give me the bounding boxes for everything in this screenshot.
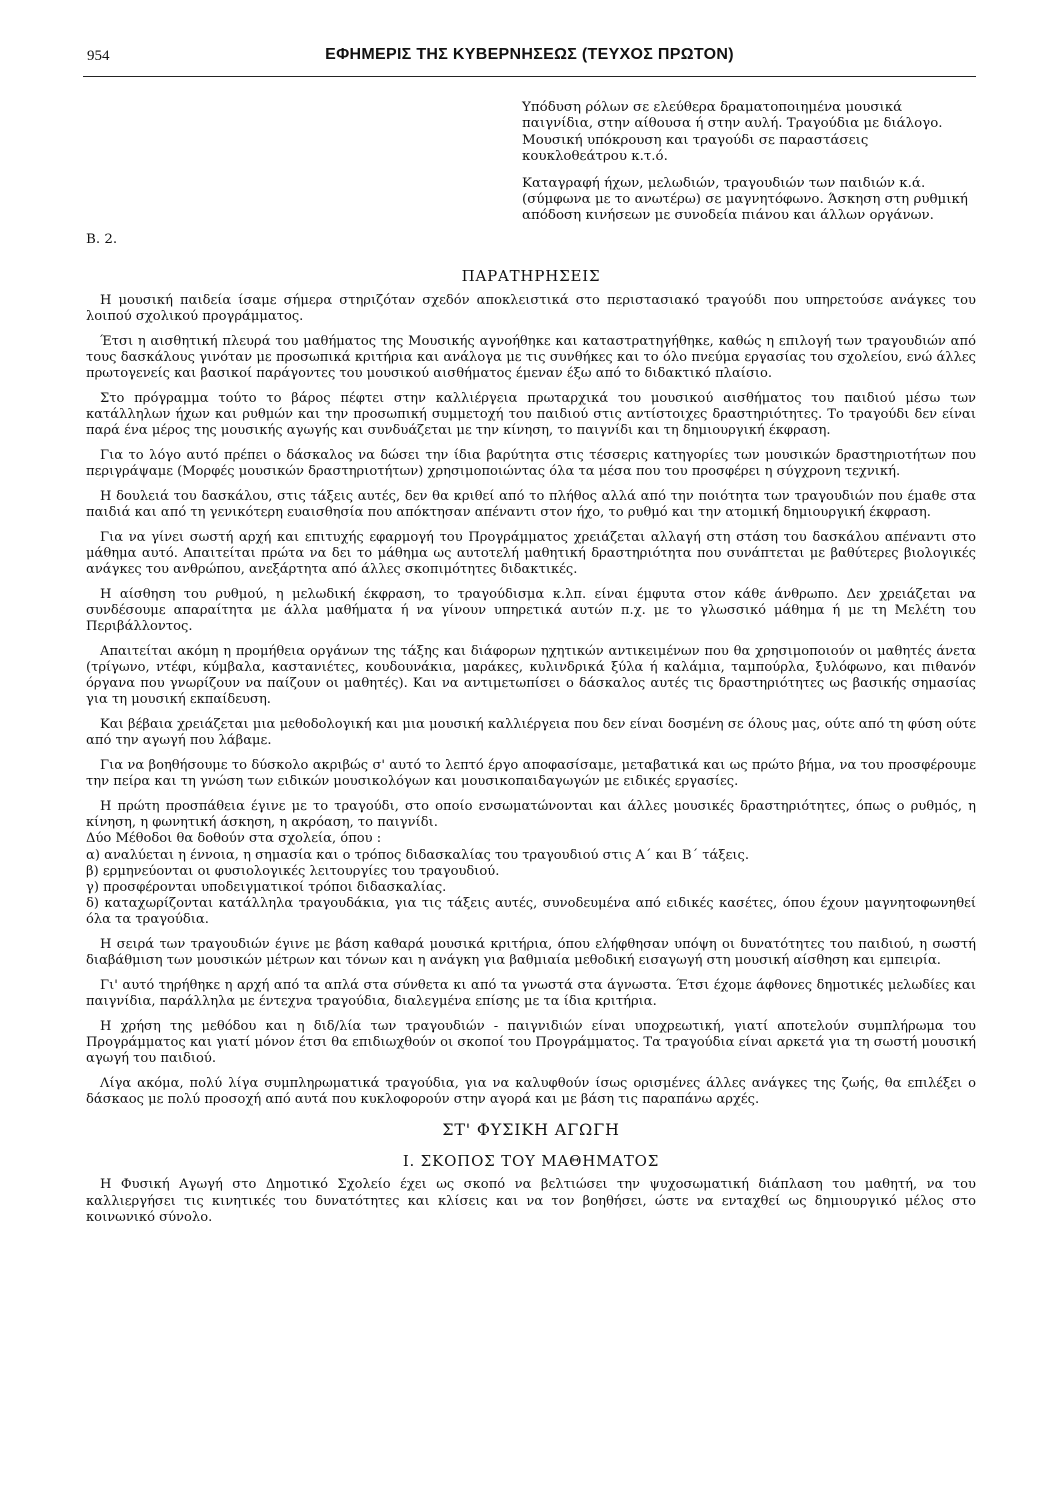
paragraph: Έτσι η αισθητική πλευρά του μαθήματος της Μουσικής αγνοήθηκε και καταστρατηγήθηκε, καθώς η επιλογή των τραγουδιών από τους δασκάλους γινόταν με προσωπικά κριτήρια και ανάλογα με τις συνθήκες και το όλο πνεύμα εργασίας του σχολείου, ενώ άλλες πρωτογενείς και βασικοί παράγοντες του μουσικού αισθήματος έμεναν έξω από το διδακτικό πλαίσιο. xyxy=(86,333,976,382)
paragraph: Καταγραφή ήχων, μελωδιών, τραγουδιών των παιδιών κ.ά. (σύμφωνα με το ανωτέρω) σε μαγνητόφωνο. Άσκηση στη ρυθμική απόδοση κινήσεων με συνοδεία πιάνου και άλλων οργάνων. xyxy=(522,175,968,224)
page-header xyxy=(83,46,976,77)
paragraph: Για να γίνει σωστή αρχή και επιτυχής εφαρμογή του Προγράμματος χρειάζεται αλλαγή στη στάση του δασκάλου απέναντι στο μάθημα αυτό. Απαιτείται πρώτα να δει το μάθημα ως αυτοτελή μαθητική δραστηριότητα που συνάπτεται με βαθύτερες βιολογικές ανάγκες του ανθρώπου, ανεξάρτητα από άλλες σκοπιμότητες διδακτικές. xyxy=(86,529,976,578)
paragraph: Λίγα ακόμα, πολύ λίγα συμπληρωματικά τραγούδια, για να καλυφθούν ίσως ορισμένες άλλες ανάγκες της ζωής, θα επιλέξει ο δάσκαος με πολύ προσοχή από αυτά που κυκλοφορούν στην αγορά και με βάση τις παραπάνω αρχές. xyxy=(86,1076,976,1108)
paragraph: Για να βοηθήσουμε το δύσκολο ακριβώς σ' αυτό το λεπτό έργο αποφασίσαμε, μεταβατικά και ως πρώτο βήμα, να του προσφέρουμε την πείρα και τη γνώση των ειδικών μουσικολόγων και μουσικοπαιδαγωγών με ειδικές εργασίες. xyxy=(86,758,976,790)
paragraph: Γι' αυτό τηρήθηκε η αρχή από τα απλά στα σύνθετα κι από τα γνωστά στα άγνωστα. Έτσι έχομε άφθονες δημοτικές μελωδίες και παιγνίδια, παράλληλα με έντεχνα τραγούδια, διαλεγμένα επίσης με τα ίδια κριτήρια. xyxy=(86,978,976,1010)
section-heading-remarks: ΠΑΡΑΤΗΡΗΣΕΙΣ xyxy=(461,267,601,285)
paragraph: Και βέβαια χρειάζεται μια μεθοδολογική και μια μουσική καλλιέργεια που δεν είναι δοσμένη σε όλους μας, ούτε από τη φύση ούτε από την αγωγή που λάβαμε. xyxy=(86,717,976,749)
paragraph: Η σειρά των τραγουδιών έγινε με βάση καθαρά μουσικά κριτήρια, όπου ελήφθησαν υπόψη οι δυνατότητες του παιδιού, η σωστή διαβάθμιση των μουσικών μέτρων και τόνων και η ανάγκη για βαθμιαία μεθοδική εισαγωγή στη μουσική αίσθηση και εμπειρία. xyxy=(86,937,976,969)
paragraph: Η Φυσική Αγωγή στο Δημοτικό Σχολείο έχει ως σκοπό να βελτιώσει την ψυχοσωματική διάπλαση του μαθητή, να του καλλιεργήσει τις κινητικές του δυνατότητες και κλίσεις και να τον βοηθήσει, ώστε να ενταχθεί ως δημιουργικό μέλος στο κοινωνικό σύνολο. xyxy=(86,1177,976,1225)
paragraph: Η πρώτη προσπάθεια έγινε με το τραγούδι, στο οποίο ενσωματώνονται και άλλες μουσικές δραστηριότητες, όπως ο ρυθμός, η κίνηση, η φωνητική άσκηση, η ακρόαση, το παιγνίδι. xyxy=(86,798,976,831)
main-text xyxy=(86,268,976,1234)
list-item: α) αναλύεται η έννοια, η σημασία και ο τρόπος διδασκαλίας του τραγουδιού στις Α΄ και Β΄ τάξεις. xyxy=(86,847,750,863)
paragraph: Η μουσική παιδεία ίσαμε σήμερα στηριζόταν σχεδόν αποκλειστικά στο περιστασιακό τραγούδι που υπηρετούσε ανάγκες του λοιπού σχολικού προγράμματος. xyxy=(86,292,976,324)
running-title: ΕΦΗΜΕΡΙΣ ΤΗΣ ΚΥΒΕΡΝΗΣΕΩΣ (ΤΕΥΧΟΣ ΠΡΩΤΟΝ) xyxy=(325,46,734,63)
paragraph: Η αίσθηση του ρυθμού, η μελωδική έκφραση, το τραγούδισμα κ.λπ. είναι έμφυτα στον κάθε άνθρωπο. Δεν χρειάζεται να συνδέσουμε απαραίτητα με άλλα μαθήματα ή να γίνουν υπηρετικά αυτών π.χ. με το γλωσσικό μάθημα ή με τη Μελέτη του Περιβάλλοντος. xyxy=(86,586,976,635)
section-heading-physical-education: ΣΤ' ΦΥΣΙΚΗ ΑΓΩΓΗ xyxy=(442,1120,620,1140)
section-label: Β. 2. xyxy=(86,232,118,247)
paragraph: Υπόδυση ρόλων σε ελεύθερα δραματοποιημένα μουσικά παιγνίδια, στην αίθουσα ή στην αυλή. Τραγούδια με διάλογο. Μουσική υπόκρουση και τραγούδι σε παραστάσεις κουκλοθεάτρου κ.τ.ό. xyxy=(522,100,943,165)
list-item: δ) καταχωρίζονται κατάλληλα τραγουδάκια, για τις τάξεις αυτές, συνοδευμένα από ειδικές κασέτες, όπου έχουν μαγνητοφωνηθεί όλα τα τραγούδια. xyxy=(86,896,976,928)
methods-intro: Δύο Μέθοδοι θα δοθούν στα σχολεία, όπου : xyxy=(86,831,382,847)
list-item: β) ερμηνεύονται οι φυσιολογικές λειτουργίες του τραγουδιού. xyxy=(86,863,500,879)
page-number: 954 xyxy=(87,48,110,64)
list-item: γ) προσφέρονται υποδειγματικοί τρόποι διδασκαλίας. xyxy=(86,880,447,895)
paragraph: Η χρήση της μεθόδου και η διδ/λία των τραγουδιών - παιγνιδιών είναι υποχρεωτική, γιατί αποτελούν συμπλήρωμα του Προγράμματος και γιατί μόνον έτσι θα επιδιωχθούν οι σκοποί του Προγράμματος. Τα τραγούδια είναι αρκετά για τη σωστή μουσική αγωγή του παιδιού. xyxy=(86,1018,976,1067)
paragraph: Στο πρόγραμμα τούτο το βάρος πέφτει στην καλλιέργεια πρωταρχικά του μουσικού αισθήματος του παιδιού μέσω των κατάλληλων ήχων και ρυθμών και την προσωπική συμμετοχή του παιδιού στις αντίστοιχες δραστηριότητες. Το τραγούδι δεν είναι παρά ένα μέρος της μουσικής αγωγής και συνδυάζεται με την κίνηση, το παιγνίδι και τη δημιουργική έκφραση. xyxy=(86,390,976,439)
paragraph: Απαιτείται ακόμη η προμήθεια οργάνων της τάξης και διάφορων ηχητικών αντικειμένων που θα χρησιμοποιούν οι μαθητές άνετα (τρίγωνο, ντέφι, κύμβαλα, καστανιέτες, κουδουνάκια, μαράκες, κυλινδρικά ξύλα ή καλάμια, ταμπούρλα, ξυλόφωνο, και πιθανόν όργανα που γνωρίζουν να παίζουν οι μαθητές). Και να αντιμετωπίσει ο δάσκαλος αυτές τις δραστηριότητες ως βασικής σημασίας για τη μουσική εκπαίδευση. xyxy=(86,643,976,708)
subsection-heading-purpose: Ι. ΣΚΟΠΟΣ ΤΟΥ ΜΑΘΗΜΑΤΟΣ xyxy=(402,1151,660,1170)
activity-list-continuation xyxy=(522,100,977,235)
paragraph: Για το λόγο αυτό πρέπει ο δάσκαλος να δώσει την ίδια βαρύτητα στις τέσσερις κατηγορίες των μουσικών δραστηριοτήτων που περιγράψαμε (Μορφές μουσικών δραστηριοτήτων) χρησιμοποιώντας όλα τα μέσα που του προσφέρει η σύγχρονη τεχνική. xyxy=(86,447,976,480)
paragraph: Η δουλειά του δασκάλου, στις τάξεις αυτές, δεν θα κριθεί από το πλήθος αλλά από την ποιότητα των τραγουδιών που έμαθε στα παιδιά και από τη γενικότερη ευαισθησία που απόκτησαν απέναντι στον ήχο, το ρυθμό και την ατομική δημιουργική έκφραση. xyxy=(86,488,976,520)
